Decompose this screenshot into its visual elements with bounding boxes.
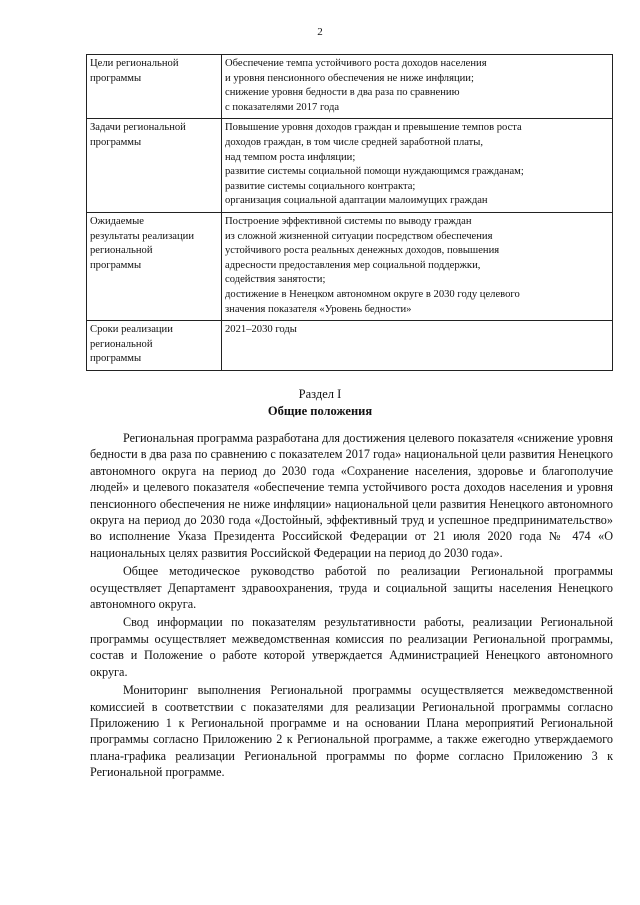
program-passport-table xyxy=(86,54,613,371)
value-line: значения показателя «Уровень бедности» xyxy=(225,303,412,315)
value-line: содействия занятости; xyxy=(225,274,326,286)
value-line: доходов граждан, в том числе средней заработной платы, xyxy=(225,136,484,148)
value-line: из сложной жизненной ситуации посредством обеспечения xyxy=(225,230,493,242)
section-subtitle: Общие положения xyxy=(267,404,373,418)
table-row-goals xyxy=(87,55,613,119)
row-label xyxy=(87,321,222,371)
value-line: развитие системы социальной помощи нуждающимся гражданам; xyxy=(225,166,524,178)
section-title: Раздел I xyxy=(298,387,342,401)
row-value xyxy=(222,212,613,320)
value-line: снижение уровня бедности в два раза по сравнению xyxy=(225,87,460,99)
section-heading xyxy=(0,386,640,420)
label-line: программы xyxy=(90,259,142,271)
paragraph: Региональная программа разработана для достижения целевого показателя «снижение уровня бедности в два раза по сравнению с показателем 2017 года» национальной цели развития Ненецкого автономного округа на период до 2030 года «Сохранение населения, здоровье и благополучие людей» и целевого показателя «обеспечение темпа устойчивого роста доходов населения и уровня пенсионного обеспечения не ниже инфляции» национальной цели развития Ненецкого автономного округа на период до 2030 года «Достойный, эффективный труд и успешное предпринимательство» во исполнение Указа Президента Российской Федерации от 21 июля 2020 года № 474 «О национальных целях развития Российской Федерации на период до 2030 года». xyxy=(90,431,613,560)
row-value xyxy=(222,119,613,213)
label-line: программы xyxy=(90,136,142,148)
value-line: Повышение уровня доходов граждан и превышение темпов роста xyxy=(225,122,522,134)
label-line: Задачи региональной xyxy=(90,122,186,134)
value-line: и уровня пенсионного обеспечения не ниже инфляции; xyxy=(225,72,474,84)
row-value xyxy=(222,321,613,371)
table-row-expected-results xyxy=(87,212,613,320)
value-line: с показателями 2017 года xyxy=(225,101,340,113)
label-line: программы xyxy=(90,353,142,365)
row-label xyxy=(87,55,222,119)
value-line: Обеспечение темпа устойчивого роста доходов населения xyxy=(225,58,487,69)
row-label xyxy=(87,212,222,320)
table-row-timeline xyxy=(87,321,613,371)
value-line: достижение в Ненецком автономном округе в 2030 году целевого xyxy=(225,288,520,300)
label-line: программы xyxy=(90,72,142,84)
row-label xyxy=(87,119,222,213)
label-line: Ожидаемые xyxy=(90,215,144,227)
label-line: Сроки реализации xyxy=(90,324,173,336)
paragraph: Общее методическое руководство работой по реализации Региональной программы осуществляет Департамент здравоохранения, труда и социальной защиты населения Ненецкого автономного округа. xyxy=(90,564,613,612)
table-row-tasks xyxy=(87,119,613,213)
label-line: региональной xyxy=(90,338,153,350)
value-line: организация социальной адаптации малоимущих граждан xyxy=(225,195,488,207)
value-line: развитие системы социального контракта; xyxy=(225,180,416,192)
paragraph: Мониторинг выполнения Региональной программы осуществляется межведомственной комиссией в соответствии с показателями для реализации Региональной программы согласно Приложению 1 к Региональной программе и на основании Плана мероприятий Региональной программы согласно Приложению 2 к Региональной программе, а также ежегодно утверждаемого плана-графика реализации Региональной программы по форме согласно Приложению 3 к Региональной программе. xyxy=(90,683,613,780)
page-number: 2 xyxy=(317,26,323,38)
row-value xyxy=(222,55,613,119)
value-line: Построение эффективной системы по выводу граждан xyxy=(225,215,472,227)
value-line: адресности предоставления мер социальной поддержки, xyxy=(225,259,481,271)
label-line: Цели региональной xyxy=(90,58,179,69)
value-line: 2021–2030 годы xyxy=(225,324,297,336)
label-line: результаты реализации xyxy=(90,230,194,242)
value-line: устойчивого роста реальных денежных доходов, повышения xyxy=(225,245,500,257)
section-body xyxy=(90,430,613,783)
paragraph: Свод информации по показателям результативности работы, реализации Региональной программы осуществляет межведомственная комиссия по реализации Региональной программы, состав и Положение о работе которой утверждается Администрацией Ненецкого автономного округа. xyxy=(90,615,613,679)
value-line: над темпом роста инфляции; xyxy=(225,151,356,163)
label-line: региональной xyxy=(90,245,153,257)
